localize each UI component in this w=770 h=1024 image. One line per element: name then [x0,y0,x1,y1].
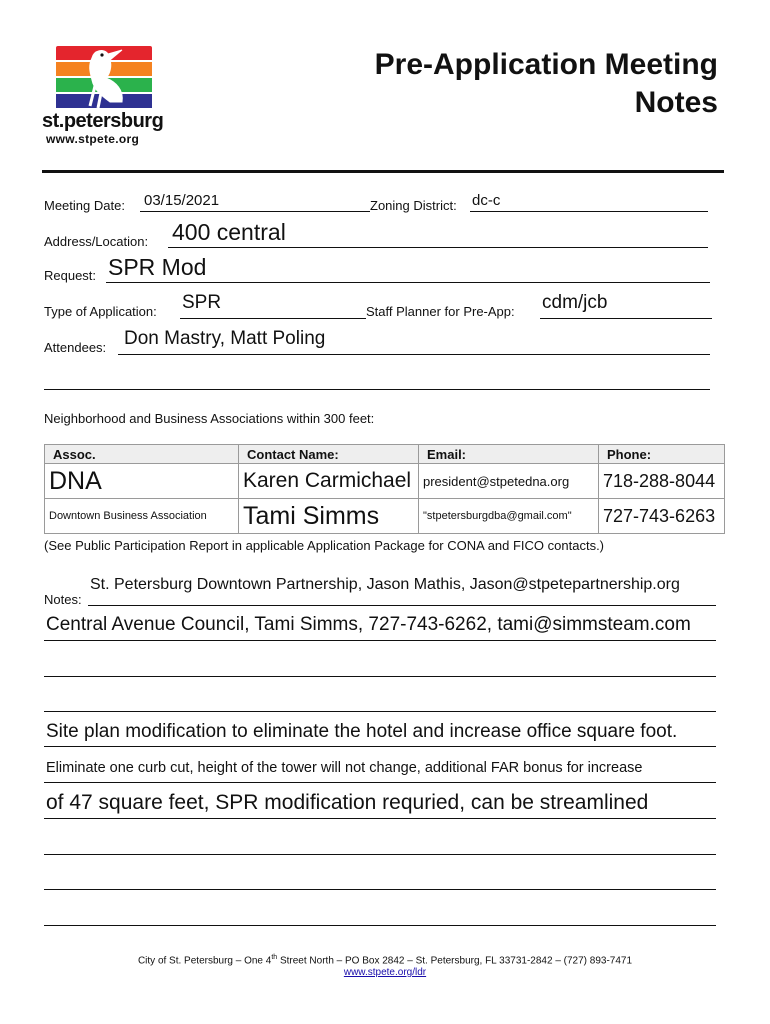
associations-heading: Neighborhood and Business Associations within 300 feet: [44,411,375,426]
notes-line-6-text[interactable]: Eliminate one curb cut, height of the tower will not change, additional FAR bonus for increase [46,760,643,776]
col-header-email: Email: [419,445,599,464]
notes-line-1-text[interactable]: St. Petersburg Downtown Partnership, Jason Mathis, Jason@stpetepartnership.org [90,576,680,593]
notes-line-2-text[interactable]: Central Avenue Council, Tami Simms, 727-743-6262, tami@simmsteam.com [46,614,691,635]
assoc-cell[interactable]: DNA [45,464,239,499]
notes-line-7-text[interactable]: of 47 square feet, SPR modification requried, can be streamlined [46,791,649,814]
phone-cell[interactable]: 727-743-6263 [599,499,725,534]
pelican-icon [72,44,136,110]
planner-line [540,318,712,319]
notes-label: Notes: [44,592,82,607]
zoning-label: Zoning District: [370,198,457,213]
associations-note: (See Public Participation Report in applicable Application Package for CONA and FICO contacts.) [44,538,605,553]
attendees-line [118,354,710,355]
table-row [45,499,725,534]
col-header-assoc: Assoc. [45,445,239,464]
contact-cell[interactable]: Karen Carmichael [239,464,419,499]
notes-line-6 [44,782,716,783]
notes-line-5 [44,746,716,747]
attendees-field[interactable]: Don Mastry, Matt Poling [124,328,326,349]
notes-line-7 [44,818,716,819]
notes-line-2 [44,640,716,641]
request-label: Request: [44,268,97,283]
notes-line-4 [44,711,716,712]
col-header-contact: Contact Name: [239,445,419,464]
address-line [168,247,708,248]
footer-address-part-1: City of St. Petersburg – One 4 [137,955,272,967]
assoc-cell[interactable]: Downtown Business Association [45,499,239,534]
title-line-1: Pre-Application Meeting [374,48,718,81]
type-field[interactable]: SPR [182,292,222,313]
address-field[interactable]: 400 central [172,219,286,245]
footer-link-row [0,967,770,978]
meeting-date-line [140,211,370,212]
notes-line-5-text[interactable]: Site plan modification to eliminate the hotel and increase office square foot. [46,721,678,742]
attendees-line-2 [44,389,710,390]
meeting-date-label: Meeting Date: [44,198,125,213]
request-field[interactable]: SPR Mod [108,254,207,280]
table-header-row [45,445,725,464]
attendees-label: Attendees: [44,340,107,355]
zoning-line [470,211,708,212]
footer-link[interactable]: www.stpete.org/ldr [343,967,427,978]
footer-address [0,954,770,966]
address-label: Address/Location: [44,234,149,249]
meeting-date-field[interactable]: 03/15/2021 [144,192,220,209]
request-line [106,282,710,283]
title-divider [42,170,724,173]
logo-wordmark: st.petersburg [42,110,164,132]
notes-line-8 [44,854,716,855]
city-logo [42,44,170,148]
phone-cell[interactable]: 718-288-8044 [599,464,725,499]
zoning-field[interactable]: dc-c [472,192,501,209]
contact-cell[interactable]: Tami Simms [239,499,419,534]
associations-table [44,444,725,534]
col-header-phone: Phone: [599,445,725,464]
footer-address-sup: th [271,954,278,961]
notes-line-3 [44,676,716,677]
table-row [45,464,725,499]
planner-label: Staff Planner for Pre-App: [366,304,515,319]
logo-url: www.stpete.org [46,132,140,146]
email-cell[interactable]: "stpetersburgdba@gmail.com" [419,499,599,534]
type-line [180,318,366,319]
title-line-2: Notes [634,86,718,119]
planner-field[interactable]: cdm/jcb [542,292,608,313]
notes-line-10 [44,925,716,926]
type-label: Type of Application: [44,304,157,319]
notes-line-1 [88,605,716,606]
notes-line-9 [44,889,716,890]
footer-address-part-2: Street North – PO Box 2842 – St. Petersburg, FL 33731-2842 – (727) 893-7471 [277,955,633,967]
page-title [375,46,718,122]
email-cell[interactable]: president@stpetedna.org [419,464,599,499]
